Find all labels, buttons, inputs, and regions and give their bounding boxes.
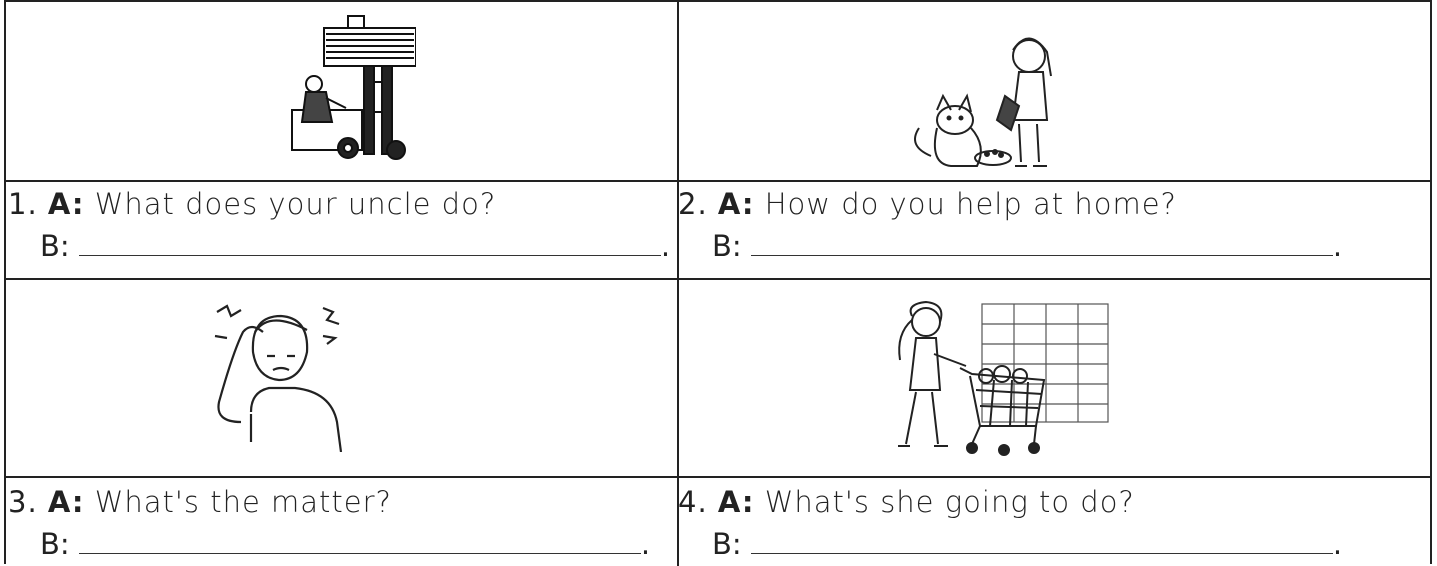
row-divider: [6, 476, 1430, 478]
question-4: [678, 484, 1135, 520]
answer-blank[interactable]: [79, 529, 641, 554]
speaker-a-label: A:: [717, 485, 755, 519]
forklift-worker-icon: [286, 12, 416, 162]
speaker-a-label: A:: [47, 485, 85, 519]
answer-blank[interactable]: [79, 231, 661, 256]
answer-line-1: [40, 228, 670, 264]
item-number: 2.: [678, 187, 708, 221]
item-number: 4.: [678, 485, 708, 519]
worksheet-grid: [4, 0, 1432, 564]
period: .: [1332, 527, 1343, 561]
answer-blank[interactable]: [751, 529, 1333, 554]
speaker-b-label: B:: [712, 229, 742, 263]
question-text: What does your uncle do?: [94, 187, 497, 221]
answer-line-2: [712, 228, 1342, 264]
period: .: [1332, 229, 1343, 263]
period: .: [640, 527, 651, 561]
item-number: 1.: [8, 187, 38, 221]
row-divider: [6, 278, 1430, 280]
girl-feeding-cat-icon: [901, 16, 1061, 176]
period: .: [660, 229, 671, 263]
answer-line-3: [40, 526, 650, 562]
column-divider: [677, 2, 679, 566]
question-text: How do you help at home?: [764, 187, 1177, 221]
row-divider: [6, 180, 1430, 182]
item-number: 3.: [8, 485, 38, 519]
question-3: [8, 484, 392, 520]
headache-boy-icon: [211, 292, 351, 452]
question-text: What's she going to do?: [764, 485, 1135, 519]
speaker-b-label: B:: [40, 229, 70, 263]
question-text: What's the matter?: [94, 485, 392, 519]
answer-blank[interactable]: [751, 231, 1333, 256]
question-2: [678, 186, 1177, 222]
girl-shopping-cart-icon: [876, 294, 1116, 459]
speaker-b-label: B:: [40, 527, 70, 561]
speaker-b-label: B:: [712, 527, 742, 561]
question-1: [8, 186, 496, 222]
speaker-a-label: A:: [47, 187, 85, 221]
answer-line-4: [712, 526, 1342, 562]
speaker-a-label: A:: [717, 187, 755, 221]
